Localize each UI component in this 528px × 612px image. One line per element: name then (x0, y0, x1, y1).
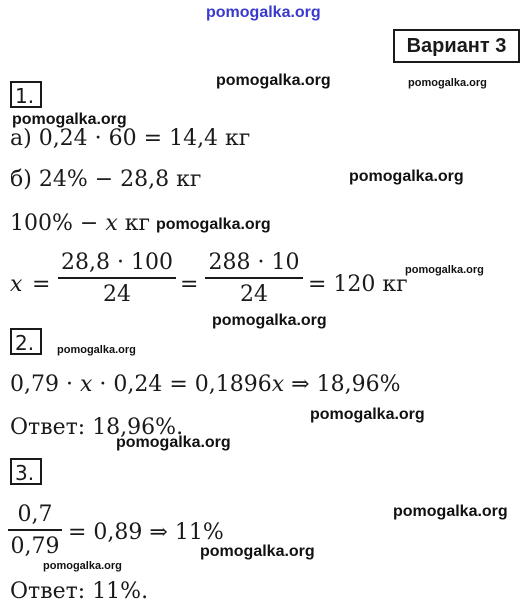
variable: x (79, 372, 93, 397)
watermark: pomogalka.org (349, 168, 464, 185)
task-1-fraction-1 (58, 252, 176, 306)
text: ⇒ 18,96% (284, 372, 401, 397)
watermark: pomogalka.org (405, 264, 484, 276)
watermark: pomogalka.org (12, 111, 127, 128)
fraction-numerator: 0,7 (17, 502, 53, 527)
task-1-line-b: б) 24% − 28,8 кг (10, 167, 202, 192)
watermark: pomogalka.org (408, 77, 487, 89)
task-1-eq-sign: = (180, 272, 199, 297)
text: 0,79 · (10, 372, 80, 397)
task-3-answer: Ответ: 11%. (10, 579, 149, 604)
text: кг (117, 211, 151, 236)
text: · 0,24 = 0,1896 (92, 372, 272, 397)
task-1-eq-result: = 120 кг (308, 272, 408, 297)
task-2-answer: Ответ: 18,96%. (10, 415, 184, 440)
text: 100% − (10, 211, 106, 236)
fraction-denominator: 24 (240, 281, 268, 307)
fraction-numerator: 28,8 · 100 (61, 250, 173, 275)
task-1-line-a: а) 0,24 · 60 = 14,4 кг (10, 126, 251, 151)
task-3-fraction (8, 504, 62, 558)
task-1-eq-sign: = (32, 272, 51, 297)
task-1-fraction-2 (205, 252, 303, 306)
fraction-denominator: 24 (103, 281, 131, 307)
variable: x (271, 372, 285, 397)
watermark-top: pomogalka.org (206, 4, 321, 21)
task-3-equation: = 0,89 ⇒ 11% (68, 520, 224, 545)
watermark: pomogalka.org (310, 406, 425, 423)
task-1-eq-variable: x (10, 272, 23, 297)
fraction-numerator: 288 · 10 (208, 250, 300, 275)
task-2-number: 2. (10, 328, 42, 355)
task-3-number: 3. (10, 458, 42, 485)
task-1-line-c (10, 213, 150, 235)
watermark: pomogalka.org (57, 344, 136, 356)
task-2-equation (10, 374, 401, 396)
variable: x (105, 211, 118, 236)
task-1-number: 1. (10, 81, 42, 108)
variant-box: Вариант 3 (393, 29, 520, 63)
fraction-denominator: 0,79 (10, 533, 60, 559)
watermark: pomogalka.org (156, 216, 271, 233)
watermark: pomogalka.org (216, 72, 331, 89)
watermark: pomogalka.org (43, 560, 122, 572)
watermark: pomogalka.org (200, 543, 315, 560)
watermark: pomogalka.org (212, 312, 327, 329)
watermark: pomogalka.org (393, 503, 508, 520)
watermark: pomogalka.org (116, 434, 231, 451)
